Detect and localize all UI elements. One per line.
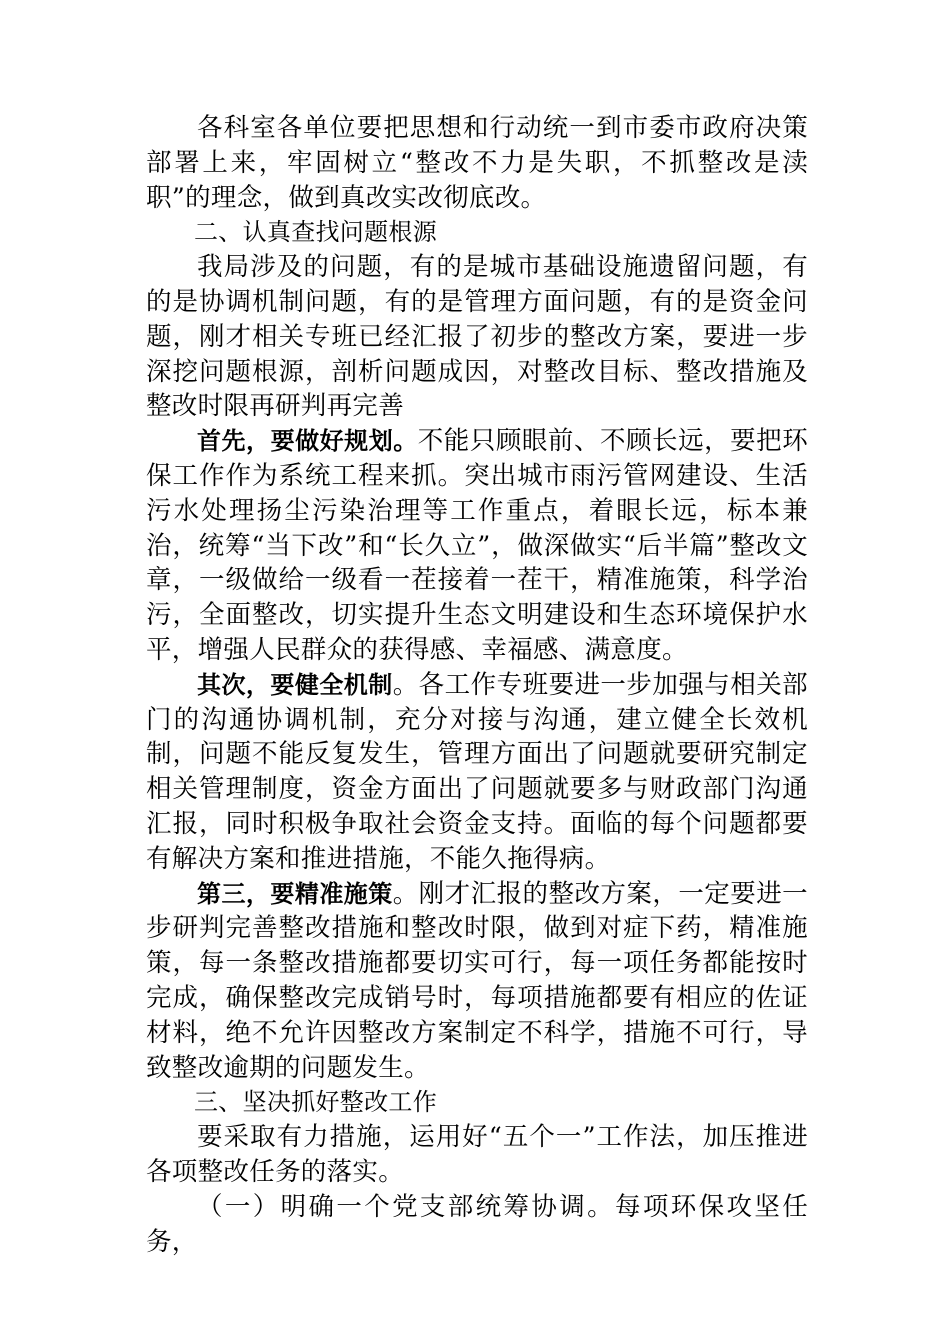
section-heading-3: 三、坚决抓好整改工作 [194,1088,437,1117]
paragraph-five-ones: 要采取有力措施，运用好“五个一”工作法，加压推进各项整改任务的落实。 [146,1122,808,1187]
paragraph-planning [146,424,808,668]
mechanism-lead: 其次，要健全机制 [197,670,393,699]
paragraph-precise-measures [146,877,808,1086]
paragraph-unify-thinking: 各科室各单位要把思想和行动统一到市委市政府决策部署上来，牢固树立“整改不力是失职，不抓整改是渎职”的理念，做到真改实改彻底改。 [146,113,808,213]
planning-body: 不能只顾眼前、不顾长远，要把环保工作作为系统工程来抓。突出城市雨污管网建设、生活污水处理扬尘污染治理等工作重点，着眼长远，标本兼治，统筹“当下改”和“长久立”，做深做实“后半篇”整改文章，一级做给一级看一茬接着一茬干，精准施策，科学治污，全面整改，切实提升生态文明建设和生态环境保护水平，增强人民群众的获得感、幸福感、满意度。 [146,426,808,665]
paragraph-problem-roots: 我局涉及的问题，有的是城市基础设施遗留问题，有的是协调机制问题，有的是管理方面问题，有的是资金问题，刚才相关专班已经汇报了初步的整改方案，要进一步深挖问题根源，剖析问题成因，对整改目标、整改措施及整改时限再研判再完善 [146,252,808,422]
precise-measures-body: 。刚才汇报的整改方案，一定要进一步研判完善整改措施和整改时限，做到对症下药，精准施策，每一条整改措施都要切实可行，每一项任务都能按时完成，确保整改完成销号时，每项措施都要有相应的佐证材料，绝不允许因整改方案制定不科学，措施不可行，导致整改逾期的问题发生。 [146,878,808,1083]
paragraph-mechanism [146,668,808,877]
document-body [146,111,808,1259]
precise-measures-lead: 第三，要精准施策 [197,879,393,908]
mechanism-body: 。各工作专班要进一步加强与相关部门的沟通协调机制，充分对接与沟通，建立健全长效机制，问题不能反复发生，管理方面出了问题就要研究制定相关管理制度，资金方面出了问题就要多与财政部门沟通汇报，同时积极争取社会资金支持。面临的每个问题都要有解决方案和推进措施，不能久拖得病。 [146,669,808,874]
section-heading-2: 二、认真查找问题根源 [194,218,437,247]
paragraph-party-branch: （一）明确一个党支部统筹协调。每项环保攻坚任务， [146,1191,808,1257]
planning-lead: 首先，要做好规划。 [197,427,418,456]
